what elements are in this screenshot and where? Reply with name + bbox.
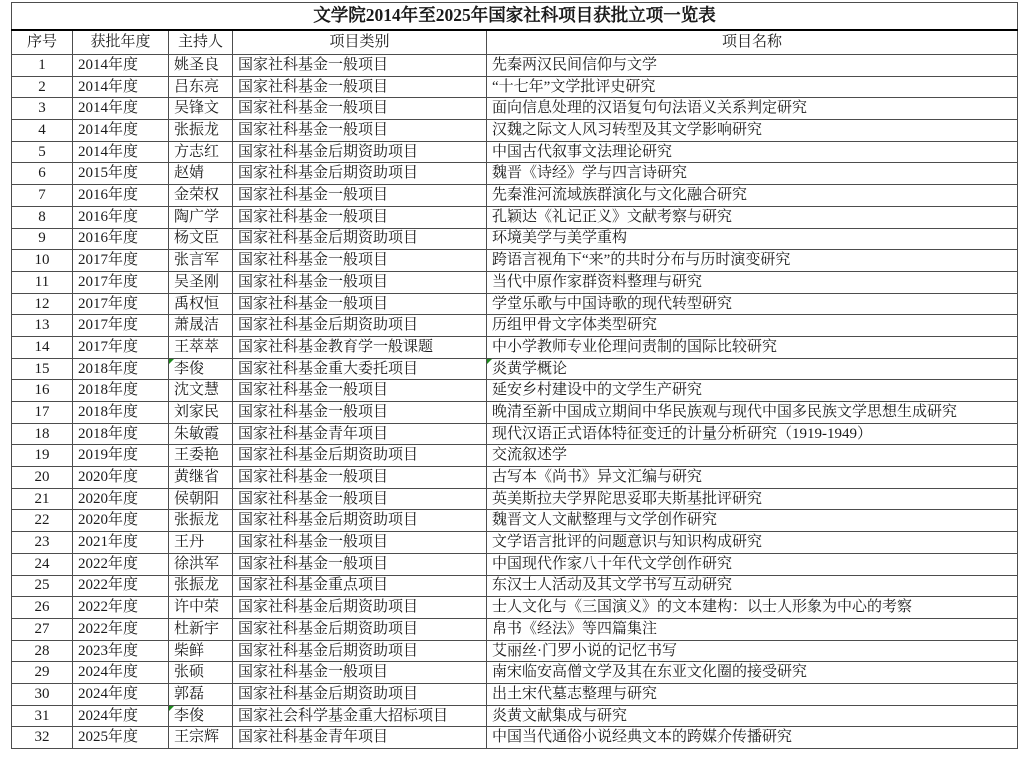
table-row xyxy=(12,250,1018,272)
cell-name: 炎黄文献集成与研究 xyxy=(487,705,1018,727)
cell-year: 2017年度 xyxy=(73,250,169,272)
cell-host: 柴鲜 xyxy=(169,640,233,662)
cell-year: 2021年度 xyxy=(73,532,169,554)
cell-host: 张振龙 xyxy=(169,575,233,597)
cell-year: 2020年度 xyxy=(73,488,169,510)
cell-year: 2018年度 xyxy=(73,423,169,445)
cell-category: 国家社科基金后期资助项目 xyxy=(233,597,487,619)
cell-host: 郭磊 xyxy=(169,683,233,705)
cell-flag-icon xyxy=(487,359,492,364)
cell-no: 1 xyxy=(12,55,73,77)
cell-host: 徐洪军 xyxy=(169,553,233,575)
cell-year: 2014年度 xyxy=(73,141,169,163)
cell-no: 9 xyxy=(12,228,73,250)
cell-host: 王委艳 xyxy=(169,445,233,467)
cell-no: 21 xyxy=(12,488,73,510)
header-row xyxy=(12,30,1018,55)
cell-category: 国家社科基金一般项目 xyxy=(233,185,487,207)
table-row xyxy=(12,532,1018,554)
cell-no: 19 xyxy=(12,445,73,467)
cell-no: 28 xyxy=(12,640,73,662)
cell-category: 国家社科基金一般项目 xyxy=(233,55,487,77)
cell-no: 32 xyxy=(12,727,73,749)
cell-category: 国家社科基金一般项目 xyxy=(233,271,487,293)
cell-name: 文学语言批评的问题意识与知识构成研究 xyxy=(487,532,1018,554)
cell-category: 国家社科基金一般项目 xyxy=(233,120,487,142)
cell-name: 面向信息处理的汉语复句句法语义关系判定研究 xyxy=(487,98,1018,120)
cell-host: 吴圣刚 xyxy=(169,271,233,293)
cell-category: 国家社科基金后期资助项目 xyxy=(233,683,487,705)
cell-category: 国家社科基金教育学一般课题 xyxy=(233,336,487,358)
cell-no: 10 xyxy=(12,250,73,272)
cell-category: 国家社科基金后期资助项目 xyxy=(233,163,487,185)
cell-name: 魏晋文人文献整理与文学创作研究 xyxy=(487,510,1018,532)
cell-host: 杜新宇 xyxy=(169,618,233,640)
column-header-category: 项目类别 xyxy=(233,30,487,55)
cell-year: 2024年度 xyxy=(73,662,169,684)
cell-name: 帛书《经法》等四篇集注 xyxy=(487,618,1018,640)
cell-category: 国家社科基金一般项目 xyxy=(233,553,487,575)
cell-host: 张振龙 xyxy=(169,120,233,142)
cell-host: 张振龙 xyxy=(169,510,233,532)
cell-year: 2014年度 xyxy=(73,55,169,77)
cell-category: 国家社科基金后期资助项目 xyxy=(233,141,487,163)
cell-no: 23 xyxy=(12,532,73,554)
page-title: 文学院2014年至2025年国家社科项目获批立项一览表 xyxy=(12,3,1018,31)
title-row xyxy=(12,3,1018,31)
table-row xyxy=(12,293,1018,315)
table-row xyxy=(12,510,1018,532)
cell-no: 14 xyxy=(12,336,73,358)
cell-category: 国家社科基金一般项目 xyxy=(233,532,487,554)
cell-category: 国家社科基金后期资助项目 xyxy=(233,445,487,467)
cell-name: 艾丽丝·门罗小说的记忆书写 xyxy=(487,640,1018,662)
cell-host: 吕东亮 xyxy=(169,76,233,98)
cell-name: 魏晋《诗经》学与四言诗研究 xyxy=(487,163,1018,185)
cell-host: 金荣权 xyxy=(169,185,233,207)
cell-category: 国家社科基金一般项目 xyxy=(233,76,487,98)
table-row xyxy=(12,271,1018,293)
cell-host: 方志红 xyxy=(169,141,233,163)
cell-year: 2014年度 xyxy=(73,98,169,120)
cell-host: 黄继省 xyxy=(169,467,233,489)
cell-host: 杨文臣 xyxy=(169,228,233,250)
table-row xyxy=(12,640,1018,662)
cell-category: 国家社科基金重点项目 xyxy=(233,575,487,597)
table-row xyxy=(12,315,1018,337)
cell-name: 出土宋代墓志整理与研究 xyxy=(487,683,1018,705)
table-row xyxy=(12,206,1018,228)
cell-flag-icon xyxy=(169,359,174,364)
cell-name: 先秦两汉民间信仰与文学 xyxy=(487,55,1018,77)
cell-name: 延安乡村建设中的文学生产研究 xyxy=(487,380,1018,402)
cell-name: 东汉士人活动及其文学书写互动研究 xyxy=(487,575,1018,597)
column-header-no: 序号 xyxy=(12,30,73,55)
cell-host: 李俊 xyxy=(169,705,233,727)
cell-no: 22 xyxy=(12,510,73,532)
column-header-year: 获批年度 xyxy=(73,30,169,55)
cell-no: 8 xyxy=(12,206,73,228)
cell-host: 萧晟洁 xyxy=(169,315,233,337)
cell-host: 禹权恒 xyxy=(169,293,233,315)
cell-year: 2017年度 xyxy=(73,293,169,315)
table-row xyxy=(12,336,1018,358)
cell-flag-icon xyxy=(169,706,174,711)
cell-category: 国家社科基金一般项目 xyxy=(233,206,487,228)
cell-no: 24 xyxy=(12,553,73,575)
cell-year: 2018年度 xyxy=(73,402,169,424)
cell-host: 赵婧 xyxy=(169,163,233,185)
table-row xyxy=(12,358,1018,380)
cell-host: 姚圣良 xyxy=(169,55,233,77)
table-body xyxy=(12,55,1018,749)
table-row xyxy=(12,185,1018,207)
cell-year: 2023年度 xyxy=(73,640,169,662)
cell-name: 南宋临安高僧文学及其在东亚文化圈的接受研究 xyxy=(487,662,1018,684)
cell-no: 7 xyxy=(12,185,73,207)
cell-category: 国家社科基金后期资助项目 xyxy=(233,315,487,337)
cell-name: 中小学教师专业伦理问责制的国际比较研究 xyxy=(487,336,1018,358)
cell-no: 25 xyxy=(12,575,73,597)
cell-host: 张硕 xyxy=(169,662,233,684)
cell-host: 刘家民 xyxy=(169,402,233,424)
cell-name: 中国当代通俗小说经典文本的跨媒介传播研究 xyxy=(487,727,1018,749)
cell-no: 13 xyxy=(12,315,73,337)
cell-name: 先秦淮河流域族群演化与文化融合研究 xyxy=(487,185,1018,207)
table-row xyxy=(12,597,1018,619)
cell-category: 国家社科基金后期资助项目 xyxy=(233,228,487,250)
cell-no: 20 xyxy=(12,467,73,489)
cell-year: 2014年度 xyxy=(73,120,169,142)
cell-name: “十七年”文学批评史研究 xyxy=(487,76,1018,98)
cell-category: 国家社科基金一般项目 xyxy=(233,250,487,272)
cell-host: 吴锋文 xyxy=(169,98,233,120)
cell-year: 2018年度 xyxy=(73,358,169,380)
cell-category: 国家社科基金一般项目 xyxy=(233,98,487,120)
cell-name: 汉魏之际文人风习转型及其文学影响研究 xyxy=(487,120,1018,142)
cell-host: 王萃萃 xyxy=(169,336,233,358)
cell-year: 2020年度 xyxy=(73,467,169,489)
cell-name: 炎黄学概论 xyxy=(487,358,1018,380)
cell-no: 16 xyxy=(12,380,73,402)
cell-year: 2022年度 xyxy=(73,575,169,597)
cell-year: 2022年度 xyxy=(73,597,169,619)
table-row xyxy=(12,423,1018,445)
cell-year: 2016年度 xyxy=(73,206,169,228)
cell-no: 4 xyxy=(12,120,73,142)
table-row xyxy=(12,55,1018,77)
cell-name: 学堂乐歌与中国诗歌的现代转型研究 xyxy=(487,293,1018,315)
projects-table xyxy=(11,2,1018,749)
cell-no: 30 xyxy=(12,683,73,705)
cell-host: 王宗辉 xyxy=(169,727,233,749)
cell-category: 国家社科基金一般项目 xyxy=(233,380,487,402)
cell-category: 国家社科基金一般项目 xyxy=(233,662,487,684)
cell-name: 中国古代叙事文法理论研究 xyxy=(487,141,1018,163)
table-row xyxy=(12,380,1018,402)
cell-no: 27 xyxy=(12,618,73,640)
cell-no: 6 xyxy=(12,163,73,185)
cell-host: 许中荣 xyxy=(169,597,233,619)
cell-no: 18 xyxy=(12,423,73,445)
table-row xyxy=(12,488,1018,510)
cell-name: 交流叙述学 xyxy=(487,445,1018,467)
cell-year: 2015年度 xyxy=(73,163,169,185)
cell-year: 2016年度 xyxy=(73,185,169,207)
table-row xyxy=(12,683,1018,705)
cell-no: 29 xyxy=(12,662,73,684)
cell-category: 国家社科基金后期资助项目 xyxy=(233,640,487,662)
table-row xyxy=(12,76,1018,98)
cell-no: 2 xyxy=(12,76,73,98)
cell-no: 3 xyxy=(12,98,73,120)
table-row xyxy=(12,98,1018,120)
column-header-name: 项目名称 xyxy=(487,30,1018,55)
table-row xyxy=(12,228,1018,250)
cell-category: 国家社科基金后期资助项目 xyxy=(233,510,487,532)
cell-year: 2017年度 xyxy=(73,315,169,337)
cell-name: 现代汉语正式语体特征变迁的计量分析研究（1919-1949） xyxy=(487,423,1018,445)
cell-host: 侯朝阳 xyxy=(169,488,233,510)
cell-year: 2020年度 xyxy=(73,510,169,532)
cell-category: 国家社科基金青年项目 xyxy=(233,423,487,445)
cell-name: 古写本《尚书》异文汇编与研究 xyxy=(487,467,1018,489)
cell-name: 晚清至新中国成立期间中华民族观与现代中国多民族文学思想生成研究 xyxy=(487,402,1018,424)
table-row xyxy=(12,618,1018,640)
table-row xyxy=(12,575,1018,597)
cell-no: 11 xyxy=(12,271,73,293)
cell-year: 2014年度 xyxy=(73,76,169,98)
cell-no: 17 xyxy=(12,402,73,424)
cell-host: 陶广学 xyxy=(169,206,233,228)
cell-category: 国家社科基金青年项目 xyxy=(233,727,487,749)
cell-year: 2024年度 xyxy=(73,683,169,705)
table-row xyxy=(12,120,1018,142)
table-row xyxy=(12,553,1018,575)
column-header-host: 主持人 xyxy=(169,30,233,55)
cell-year: 2017年度 xyxy=(73,336,169,358)
cell-year: 2018年度 xyxy=(73,380,169,402)
cell-no: 5 xyxy=(12,141,73,163)
cell-host: 李俊 xyxy=(169,358,233,380)
cell-name: 中国现代作家八十年代文学创作研究 xyxy=(487,553,1018,575)
cell-no: 26 xyxy=(12,597,73,619)
table-row xyxy=(12,727,1018,749)
cell-year: 2017年度 xyxy=(73,271,169,293)
table-row xyxy=(12,705,1018,727)
cell-name: 环境美学与美学重构 xyxy=(487,228,1018,250)
cell-year: 2024年度 xyxy=(73,705,169,727)
cell-name: 士人文化与《三国演义》的文本建构：以士人形象为中心的考察 xyxy=(487,597,1018,619)
table-row xyxy=(12,163,1018,185)
table-row xyxy=(12,662,1018,684)
cell-category: 国家社科基金重大委托项目 xyxy=(233,358,487,380)
cell-year: 2022年度 xyxy=(73,553,169,575)
cell-host: 沈文慧 xyxy=(169,380,233,402)
cell-category: 国家社科基金后期资助项目 xyxy=(233,618,487,640)
cell-category: 国家社会科学基金重大招标项目 xyxy=(233,705,487,727)
cell-no: 31 xyxy=(12,705,73,727)
cell-category: 国家社科基金一般项目 xyxy=(233,293,487,315)
table-row xyxy=(12,141,1018,163)
cell-name: 英美斯拉夫学界陀思妥耶夫斯基批评研究 xyxy=(487,488,1018,510)
cell-no: 12 xyxy=(12,293,73,315)
table-row xyxy=(12,467,1018,489)
cell-year: 2019年度 xyxy=(73,445,169,467)
cell-name: 跨语言视角下“来”的共时分布与历时演变研究 xyxy=(487,250,1018,272)
table-row xyxy=(12,445,1018,467)
cell-name: 当代中原作家群资料整理与研究 xyxy=(487,271,1018,293)
cell-category: 国家社科基金一般项目 xyxy=(233,467,487,489)
cell-year: 2025年度 xyxy=(73,727,169,749)
cell-name: 历组甲骨文字体类型研究 xyxy=(487,315,1018,337)
table-row xyxy=(12,402,1018,424)
cell-no: 15 xyxy=(12,358,73,380)
cell-year: 2022年度 xyxy=(73,618,169,640)
cell-category: 国家社科基金一般项目 xyxy=(233,488,487,510)
cell-year: 2016年度 xyxy=(73,228,169,250)
cell-category: 国家社科基金一般项目 xyxy=(233,402,487,424)
cell-name: 孔颖达《礼记正义》文献考察与研究 xyxy=(487,206,1018,228)
cell-host: 张言军 xyxy=(169,250,233,272)
cell-host: 朱敏霞 xyxy=(169,423,233,445)
cell-host: 王丹 xyxy=(169,532,233,554)
